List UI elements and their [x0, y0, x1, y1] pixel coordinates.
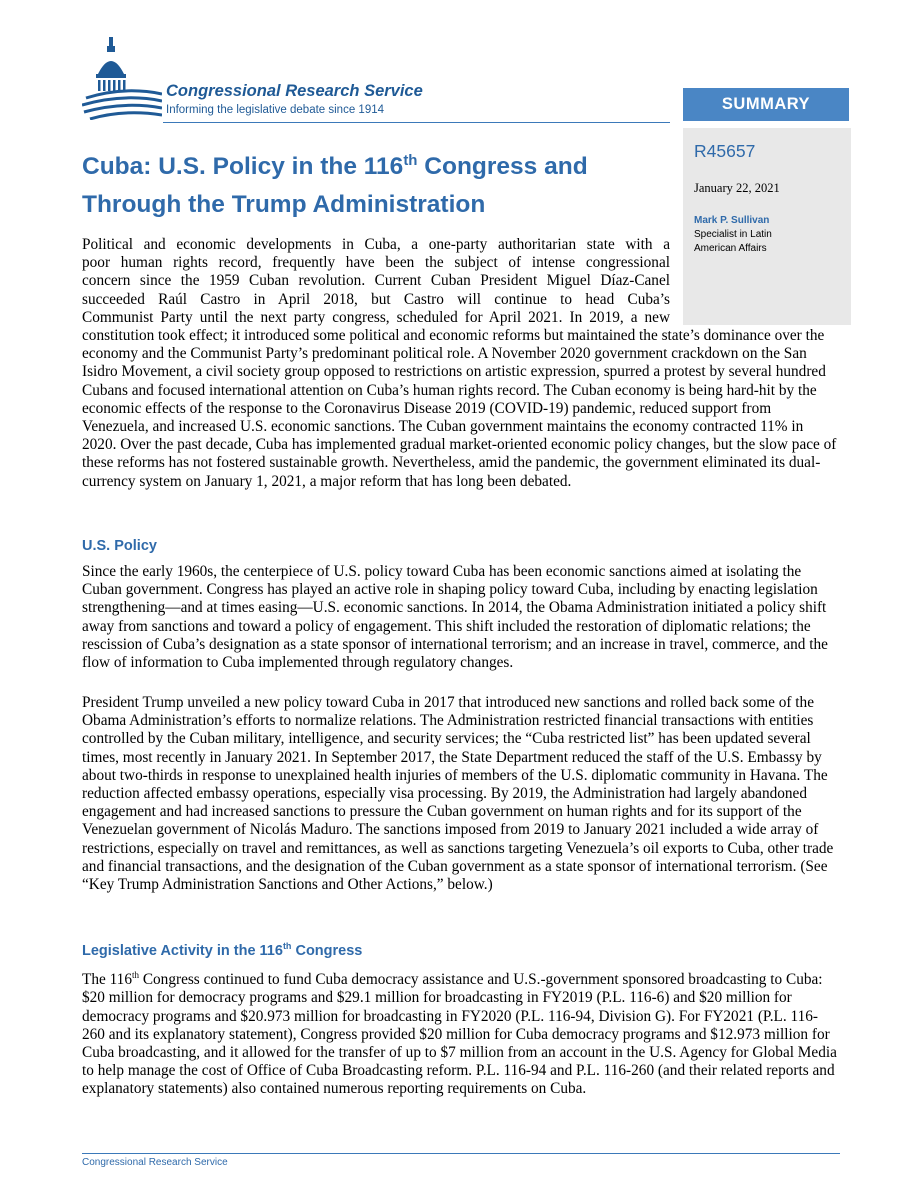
us-policy-paragraph-2: President Trump unveiled a new policy toward Cuba in 2017 that introduced new sanctions and rolled back some of the Obama Administration’s efforts to normalize relations. The Administration restricted financial transactions with entities controlled by the Cuban military, intelligence, and security services; the “Cuba restricted list” has been updated several times, most recently in January 2021. In September 2017, the State Department reduced the staff of the U.S. Embassy by about two-thirds in response to unexplained health injuries of members of the U.S. diplomatic community in Havana. The reduction affected embassy operations, especially visa processing. By 2019, the Administration had largely abandoned engagement and had increased sanctions to pressure the Cuban government on human rights and for its support of the Venezuelan government of Nicolás Maduro. The sanctions imposed from 2019 to January 2021 included a wide array of restrictions, especially on travel and remittances, as well as sanctions targeting Venezuela’s oil exports to Cuba, other trade and financial transactions, and the designation of the Cuban government as a state sponsor of international terrorism. (See “Key Trump Administration Sanctions and Other Actions,” below.) — [82, 694, 834, 894]
report-date: January 22, 2021 — [694, 181, 780, 195]
section-heading-us-policy: U.S. Policy — [82, 538, 157, 554]
intro-line: Communist Party until the next party congress, scheduled for April 2021. In 2019, a new — [82, 308, 670, 326]
author-title: Specialist in Latin American Affairs — [694, 229, 772, 254]
intro-line: concern since the 1959 Cuban revolution. Current Cuban President Miguel Díaz-Canel — [82, 272, 670, 290]
intro-paragraph-narrow — [82, 236, 670, 327]
capitol-dome-icon — [82, 34, 162, 120]
intro-line: poor human rights record, frequently have been the subject of intense congressional — [82, 254, 670, 272]
footer-rule — [82, 1153, 840, 1154]
title-superscript: th — [403, 151, 418, 169]
title-text-continued: Congress and Through the Trump Administration — [82, 153, 588, 218]
header-rule — [163, 122, 670, 123]
title-text: Cuba: U.S. Policy in the 116 — [82, 153, 404, 180]
para-text-continued: Congress continued to fund Cuba democracy assistance and U.S.-government sponsored broadcasting to Cuba: $20 million for democracy programs and $29.1 million for broadcasting in FY2019 (P.L. 116-6) and $20 million for democracy programs and $20.973 million for broadcasting in FY2020 (P.L. 116-94, Division G). For FY2021 (P.L. 116-260 and its explanatory statement), Congress provided $20 million for Cuba democracy programs and $12.973 million for Cuba broadcasting, and it allowed for the transfer of up to $7 million from an account in the U.S. Agency for Global Media to help manage the cost of Office of Cuba Broadcasting reform. P.L. 116-94 and P.L. 116-260 (and their related reports and explanatory statements) also contained numerous reporting requirements on Cuba. — [82, 971, 837, 1098]
org-name: Congressional Research Service — [166, 82, 423, 100]
org-tagline: Informing the legislative debate since 1914 — [166, 104, 385, 116]
intro-line: Political and economic developments in Cuba, a one-party authoritarian state with a — [82, 236, 670, 253]
para-text: The 116 — [82, 971, 132, 989]
para-superscript: th — [131, 970, 139, 980]
page-title — [82, 148, 672, 224]
intro-paragraph-continuation: constitution took effect; it introduced some political and economic reforms but maintained the state’s dominance over the economy and the Communist Party’s predominant political role. A November 2020 government crackdown on the San Isidro Movement, a civil society group opposed to restrictions on artistic expression, spurred a protest by several hundred Cubans and focused international attention on Cuba’s human rights record. The Cuban economy is being hard-hit by the economic effects of the response to the Coronavirus Disease 2019 (COVID-19) pandemic, reduced support from Venezuela, and increased U.S. economic sanctions. The Cuban government maintains the economy contracted 11% in 2020. Over the past decade, Cuba has implemented gradual market-oriented economic policy changes, but the slow pace of these reforms has not fostered sustainable growth. Nevertheless, amid the pandemic, the government eliminated its dual-currency system on January 1, 2021, a major reform that has long been debated. — [82, 327, 837, 490]
report-number: R45657 — [694, 141, 756, 161]
summary-sidebar — [683, 128, 851, 325]
heading-superscript: th — [282, 941, 292, 951]
heading-text: Legislative Activity in the 116 — [82, 942, 283, 959]
section-heading-legislative-activity — [82, 941, 362, 959]
summary-tab: SUMMARY — [683, 88, 849, 121]
footer-text: Congressional Research Service — [82, 1157, 228, 1168]
legislative-paragraph — [82, 966, 840, 1099]
crs-logo — [82, 34, 672, 124]
us-policy-paragraph-1: Since the early 1960s, the centerpiece of U.S. policy toward Cuba has been economic sanctions aimed at isolating the Cuban government. Congress has played an active role in shaping policy toward Cuba, including by enacting legislation strengthening—and at times easing—U.S. economic sanctions. In 2014, the Obama Administration initiated a policy shift away from sanctions and toward a policy of engagement. This shift included the restoration of diplomatic relations; the rescission of Cuba’s designation as a state sponsor of international terrorism; and an increase in travel, commerce, and the flow of information to Cuba implemented through regulatory changes. — [82, 563, 828, 672]
author-name: Mark P. Sullivan — [694, 215, 770, 226]
intro-line: succeeded Raúl Castro in April 2018, but Castro will continue to head Cuba’s — [82, 290, 670, 308]
heading-text-continued: Congress — [291, 942, 363, 959]
